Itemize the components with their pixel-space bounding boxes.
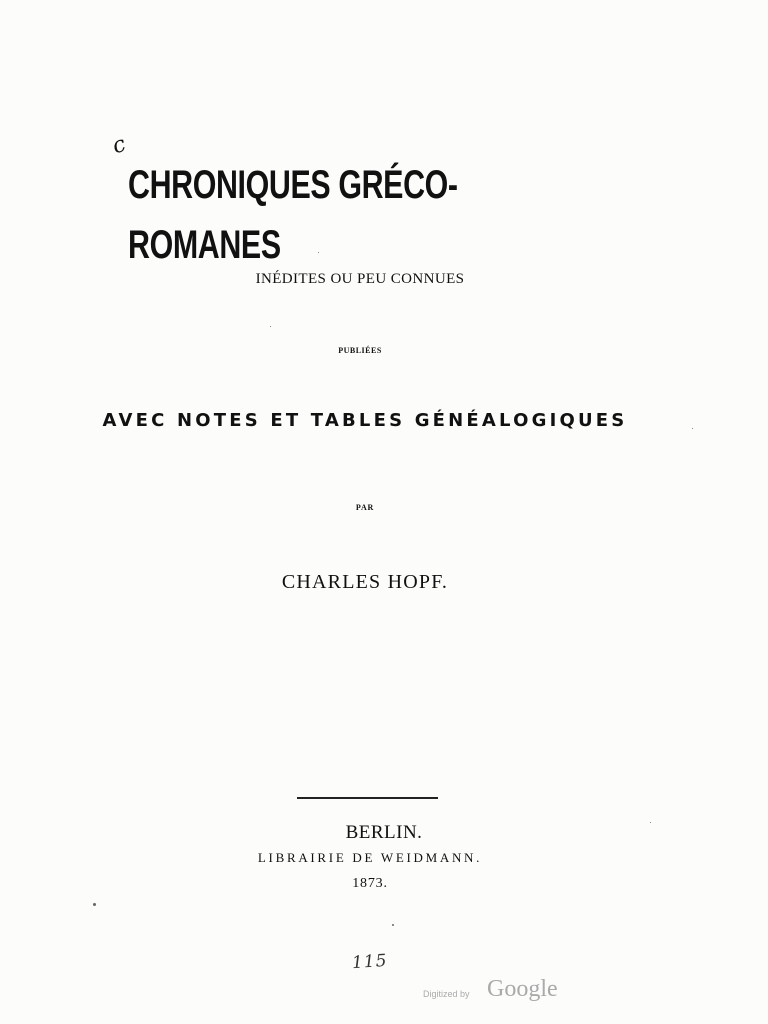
imprint-city: BERLIN. (345, 822, 423, 843)
handwritten-shelfmark (351, 951, 388, 973)
subtitle: INÉDITES OU PEU CONNUES (255, 271, 465, 287)
paper-speck (318, 252, 319, 253)
published-label: PUBLIÉES (338, 346, 382, 355)
imprint-year: 1873. (352, 876, 388, 891)
google-logo: Google (487, 976, 558, 1002)
by-label: PAR (355, 503, 375, 512)
book-title: CHRONIQUES GRÉCO-ROMANES (128, 163, 458, 267)
imprint-publisher: LIBRAIRIE DE WEIDMANN. (257, 850, 483, 865)
author-name: CHARLES HOPF. (281, 571, 449, 593)
paper-speck (692, 428, 693, 429)
paper-speck (93, 903, 96, 906)
shelfmark-text: 115 (351, 950, 389, 974)
paper-speck (650, 822, 651, 823)
notes-line: AVEC NOTES ET TABLES GÉNÉALOGIQUES (102, 410, 628, 431)
divider-rule (297, 797, 438, 799)
paper-speck (392, 924, 394, 926)
digitized-by-label: Digitized by (423, 989, 470, 999)
handwritten-annotation: c (109, 131, 129, 160)
paper-speck (270, 326, 271, 327)
